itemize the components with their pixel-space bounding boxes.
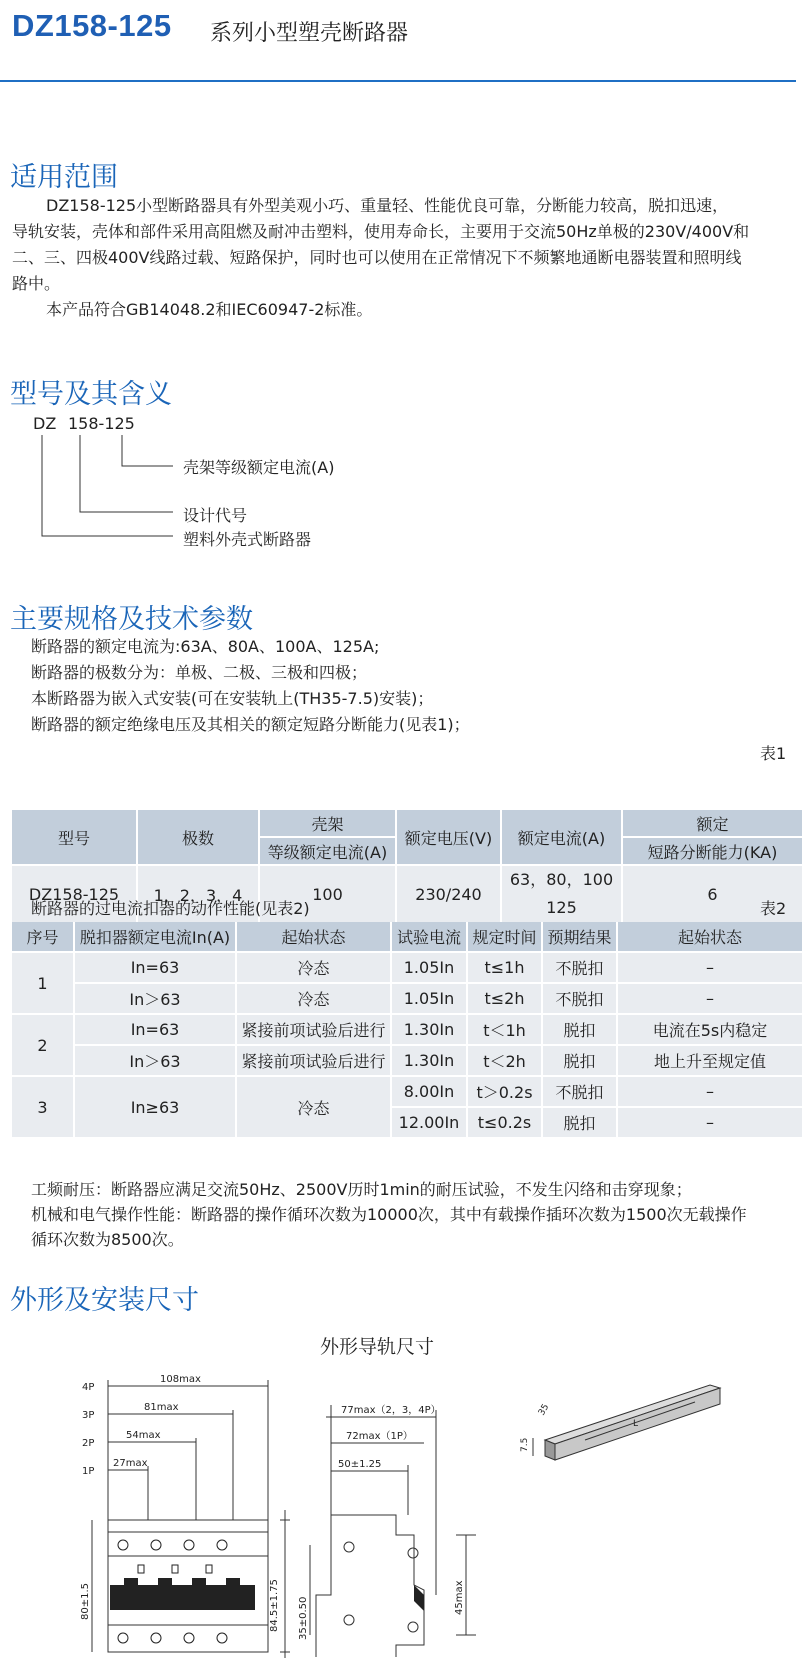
t2-cell-note: – (618, 1077, 802, 1106)
t1-header-current: 额定电流(A) (502, 810, 621, 864)
side-width-label: 72max（1P） (346, 1431, 413, 1442)
model-label-current: 壳架等级额定电流(A) (183, 458, 335, 477)
t2-cell-state: 冷态 (237, 1077, 390, 1137)
t2-cell-in: In＞63 (75, 1046, 235, 1075)
t1-cell-breaking: 6 (623, 866, 802, 922)
scope-line: 二、三、四极400V线路过载、短路保护，同时也可以使用在正常情况下不频繁地通断电器装置和照明线 (12, 248, 742, 267)
t2-cell-in: In=63 (75, 1015, 235, 1044)
specs-lines (31, 634, 801, 738)
side-height-label: 35±0.50 (298, 1596, 309, 1640)
rail-height-label: 7.5 (520, 1437, 530, 1452)
table1-label: 表1 (760, 744, 787, 763)
t2-header: 脱扣器额定电流In(A) (75, 922, 235, 951)
t2-cell-time: t＜2h (468, 1046, 541, 1075)
t2-cell-no: 1 (12, 953, 73, 1013)
t1-header-frame-1: 壳架 (260, 810, 395, 836)
t1-cell-current (502, 866, 621, 922)
model-prefix: DZ (33, 414, 57, 433)
t2-cell-time: t＜1h (468, 1015, 541, 1044)
side-width-label: 50±1.25 (338, 1459, 382, 1470)
width-label: 108max (160, 1374, 201, 1385)
t2-cell-state: 冷态 (237, 953, 390, 982)
note-line: 工频耐压：断路器应满足交流50Hz、2500V历时1min的耐压试验，不发生闪络和击穿现象； (31, 1180, 692, 1199)
product-subtitle: 系列小型塑壳断路器 (210, 21, 409, 46)
scope-line: 导轨安装，壳体和部件采用高阻燃及耐冲击塑料，使用寿命长，主要用于交流50Hz单极的230V/400V和 (12, 222, 750, 241)
rail-length-label: L (633, 1419, 639, 1429)
pole-label: 4P (82, 1382, 95, 1393)
t2-cell-result: 不脱扣 (543, 953, 616, 982)
t2-header: 起始状态 (237, 922, 390, 951)
scope-standard: 本产品符合GB14048.2和IEC60947-2标准。 (46, 300, 373, 319)
section-title-specs: 主要规格及技术参数 (10, 604, 253, 635)
width-label: 54max (126, 1430, 161, 1441)
scope-line: 路中。 (12, 274, 61, 293)
table-trip-performance (10, 920, 804, 1139)
t2-cell-note: – (618, 984, 802, 1013)
t2-cell-note: 地上升至规定值 (618, 1046, 802, 1075)
model-label-design: 设计代号 (183, 506, 248, 525)
t1-header-voltage: 额定电压(V) (397, 810, 500, 864)
height-total-label: 80±1.5 (80, 1582, 91, 1620)
t1-current-line-2: 125 (546, 898, 577, 917)
t2-header: 序号 (12, 922, 73, 951)
t1-header-model: 型号 (12, 810, 136, 864)
t2-cell-result: 脱扣 (543, 1015, 616, 1044)
t2-header: 起始状态 (618, 922, 802, 951)
t2-cell-no: 2 (12, 1015, 73, 1075)
pole-label: 1P (82, 1466, 95, 1477)
t2-header: 预期结果 (543, 922, 616, 951)
spec-line: 断路器的极数分为：单极、二极、三极和四极； (31, 663, 368, 682)
model-code: 158-125 (68, 414, 135, 433)
t2-cell-note: – (618, 953, 802, 982)
section-title-scope: 适用范围 (10, 162, 118, 193)
t2-cell-test: 1.30In (392, 1015, 466, 1044)
t2-cell-state: 紧接前项试验后进行 (237, 1046, 390, 1075)
rail-width-label: 35 (536, 1402, 552, 1418)
t1-header-break-1: 额定 (623, 810, 802, 836)
t1-cell-poles: 1，2，3，4 (138, 866, 258, 922)
t2-cell-test: 12.00In (392, 1108, 466, 1137)
t1-header-poles: 极数 (138, 810, 258, 864)
scope-line: DZ158-125小型断路器具有外型美观小巧、重量轻、性能优良可靠，分断能力较高，脱扣迅速， (46, 196, 729, 215)
spec-line: 本断路器为嵌入式安装(可在安装轨上(TH35-7.5)安装)； (31, 689, 434, 708)
table2-label: 表2 (760, 899, 787, 918)
front-view-drawing (80, 1370, 300, 1658)
t2-cell-test: 1.05In (392, 984, 466, 1013)
spec-line: 断路器的额定绝缘电压及其相关的额定短路分断能力(见表1)； (31, 715, 470, 734)
pole-label: 2P (82, 1438, 95, 1449)
t2-header: 试验电流 (392, 922, 466, 951)
t1-header-frame-2: 等级额定电流(A) (260, 838, 395, 864)
t2-cell-result: 脱扣 (543, 1046, 616, 1075)
t2-cell-time: t≤2h (468, 984, 541, 1013)
side-width-label: 77max（2，3，4P） (341, 1405, 441, 1416)
header-divider (0, 80, 796, 82)
t2-cell-test: 8.00In (392, 1077, 466, 1106)
figure-title: 外形导轨尺寸 (320, 1336, 435, 1358)
t2-cell-result: 不脱扣 (543, 984, 616, 1013)
t2-cell-in: In＞63 (75, 984, 235, 1013)
section-title-model: 型号及其含义 (10, 379, 172, 410)
t2-cell-time: t≤1h (468, 953, 541, 982)
note-line: 循环次数为8500次。 (31, 1230, 184, 1249)
t1-cell-voltage: 230/240 (397, 866, 500, 922)
table2-caption: 断路器的过电流扣器的动作性能(见表2) (31, 899, 310, 918)
t2-cell-note: 电流在5s内稳定 (618, 1015, 802, 1044)
t2-cell-result: 不脱扣 (543, 1077, 616, 1106)
note-line: 机械和电气操作性能：断路器的操作循环次数为10000次，其中有载操作插环次数为1500次无载操作 (31, 1205, 747, 1224)
t2-cell-state: 冷态 (237, 984, 390, 1013)
model-diagram-lines (0, 430, 200, 550)
t1-header-break-2: 短路分断能力(KA) (623, 838, 802, 864)
section-title-dimensions: 外形及安装尺寸 (10, 1285, 199, 1316)
scope-paragraph (12, 193, 802, 323)
pole-label: 3P (82, 1410, 95, 1421)
t2-cell-state: 紧接前项试验后进行 (237, 1015, 390, 1044)
t2-cell-result: 脱扣 (543, 1108, 616, 1137)
t2-cell-test: 1.30In (392, 1046, 466, 1075)
after-table-notes (31, 1177, 806, 1252)
t1-cell-frame: 100 (260, 866, 395, 922)
t2-cell-time: t≤0.2s (468, 1108, 541, 1137)
t2-cell-in: In≥63 (75, 1077, 235, 1137)
t2-cell-in: In=63 (75, 953, 235, 982)
t2-cell-time: t＞0.2s (468, 1077, 541, 1106)
t2-cell-test: 1.05In (392, 953, 466, 982)
model-label-type: 塑料外壳式断路器 (183, 530, 312, 549)
din-rail-drawing (520, 1380, 725, 1480)
t2-cell-no: 3 (12, 1077, 73, 1137)
width-label: 81max (144, 1402, 179, 1413)
height-side-label: 84.5±1.75 (269, 1579, 280, 1632)
t2-header: 规定时间 (468, 922, 541, 951)
width-label: 27max (113, 1458, 148, 1469)
spec-line: 断路器的额定电流为:63A、80A、100A、125A; (31, 637, 380, 656)
side-view-drawing (296, 1395, 496, 1658)
t2-cell-note: – (618, 1108, 802, 1137)
t1-cell-model: DZ158-125 (12, 866, 136, 922)
t1-current-line-1: 63，80，100 (509, 870, 614, 889)
product-model-title: DZ158-125 (12, 8, 172, 43)
side-height-label: 45max (454, 1580, 465, 1615)
